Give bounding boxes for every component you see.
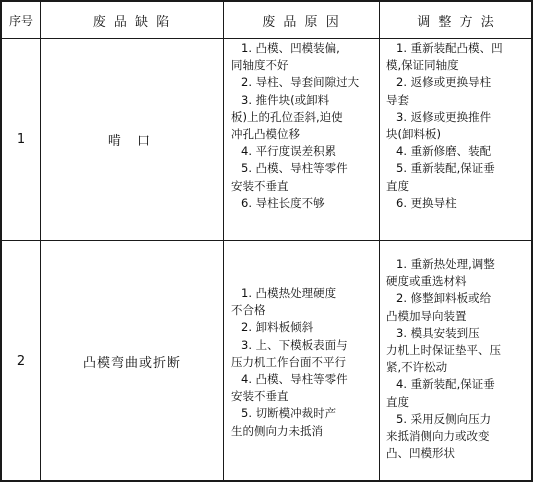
- text-line: 5. 切断模冲裁时产: [241, 406, 337, 421]
- text-line: 4. 重新装配,保证垂: [396, 377, 495, 392]
- text-line: 1. 重新装配凸模、凹: [396, 41, 503, 55]
- text-line: 来抵消侧向力或改变: [386, 429, 490, 444]
- adjust-list: [386, 40, 531, 212]
- text-line: 模,保证同轴度: [386, 58, 459, 73]
- text-line: 5. 采用反侧向压力: [396, 411, 492, 426]
- text-line: 力机上时保证垫平、压: [386, 343, 501, 358]
- row-number: 2: [16, 354, 26, 369]
- text-line: 安装不垂直: [231, 178, 289, 193]
- defect-name: 啃 口: [107, 134, 157, 149]
- text-line: 导套: [386, 92, 409, 107]
- adjust-list: [386, 256, 531, 462]
- text-line: 3. 推件块(或卸料: [241, 92, 330, 107]
- text-line: 4. 重新修磨、装配: [396, 144, 492, 159]
- text-line: 1. 凸模、凹模装偏,: [241, 41, 340, 55]
- column-divider: [379, 2, 380, 480]
- text-line: 凸、凹模形状: [386, 446, 455, 461]
- text-line: 直度: [386, 178, 409, 193]
- text-line: 3. 上、下模板表面与: [241, 337, 348, 352]
- column-divider: [223, 2, 224, 480]
- text-line: 紧,不许松动: [386, 360, 448, 375]
- header-cause: 废 品 原 因: [262, 14, 341, 30]
- text-line: 块(卸料板): [386, 127, 441, 142]
- text-line: 4. 凸模、导柱等零件: [241, 372, 348, 387]
- header-no: 序号: [8, 13, 33, 28]
- text-line: 2. 卸料板倾斜: [241, 320, 314, 335]
- text-line: 安装不垂直: [231, 389, 289, 404]
- text-line: 凸模加导向装置: [386, 308, 467, 323]
- cause-list: [231, 40, 376, 212]
- header-adjust: 调 整 方 法: [417, 14, 496, 30]
- text-line: 不合格: [231, 303, 266, 318]
- cause-list: [231, 285, 376, 440]
- text-line: 2. 导柱、导套间隙过大: [241, 75, 360, 90]
- text-line: 压力机工作台面不平行: [231, 354, 346, 369]
- text-line: 4. 平行度误差积累: [241, 144, 337, 159]
- text-line: 1. 重新热处理,调整: [396, 257, 495, 271]
- text-line: 2. 返修或更换导柱: [396, 75, 492, 90]
- text-line: 3. 模具安装到压: [396, 325, 480, 340]
- text-line: 冲孔凸模位移: [231, 127, 300, 142]
- text-line: 同轴度不好: [231, 58, 289, 73]
- text-line: 3. 返修或更换推件: [396, 109, 492, 124]
- text-line: 2. 修整卸料板或给: [396, 291, 492, 306]
- text-line: 6. 导柱长度不够: [241, 195, 325, 210]
- row-number: 1: [16, 132, 26, 147]
- text-line: 硬度或重选材料: [386, 274, 467, 289]
- text-line: 6. 更换导柱: [396, 195, 457, 210]
- header-defect: 废 品 缺 陷: [92, 14, 172, 30]
- text-line: 1. 凸模热处理硬度: [241, 286, 337, 300]
- defect-name: 凸模弯曲或折断: [82, 356, 181, 371]
- text-line: 5. 重新装配,保证垂: [396, 161, 495, 176]
- text-line: 生的侧向力未抵消: [231, 423, 323, 438]
- text-line: 板)上的孔位歪斜,迫使: [231, 109, 343, 124]
- text-line: 5. 凸模、导柱等零件: [241, 161, 348, 176]
- text-line: 直度: [386, 394, 409, 409]
